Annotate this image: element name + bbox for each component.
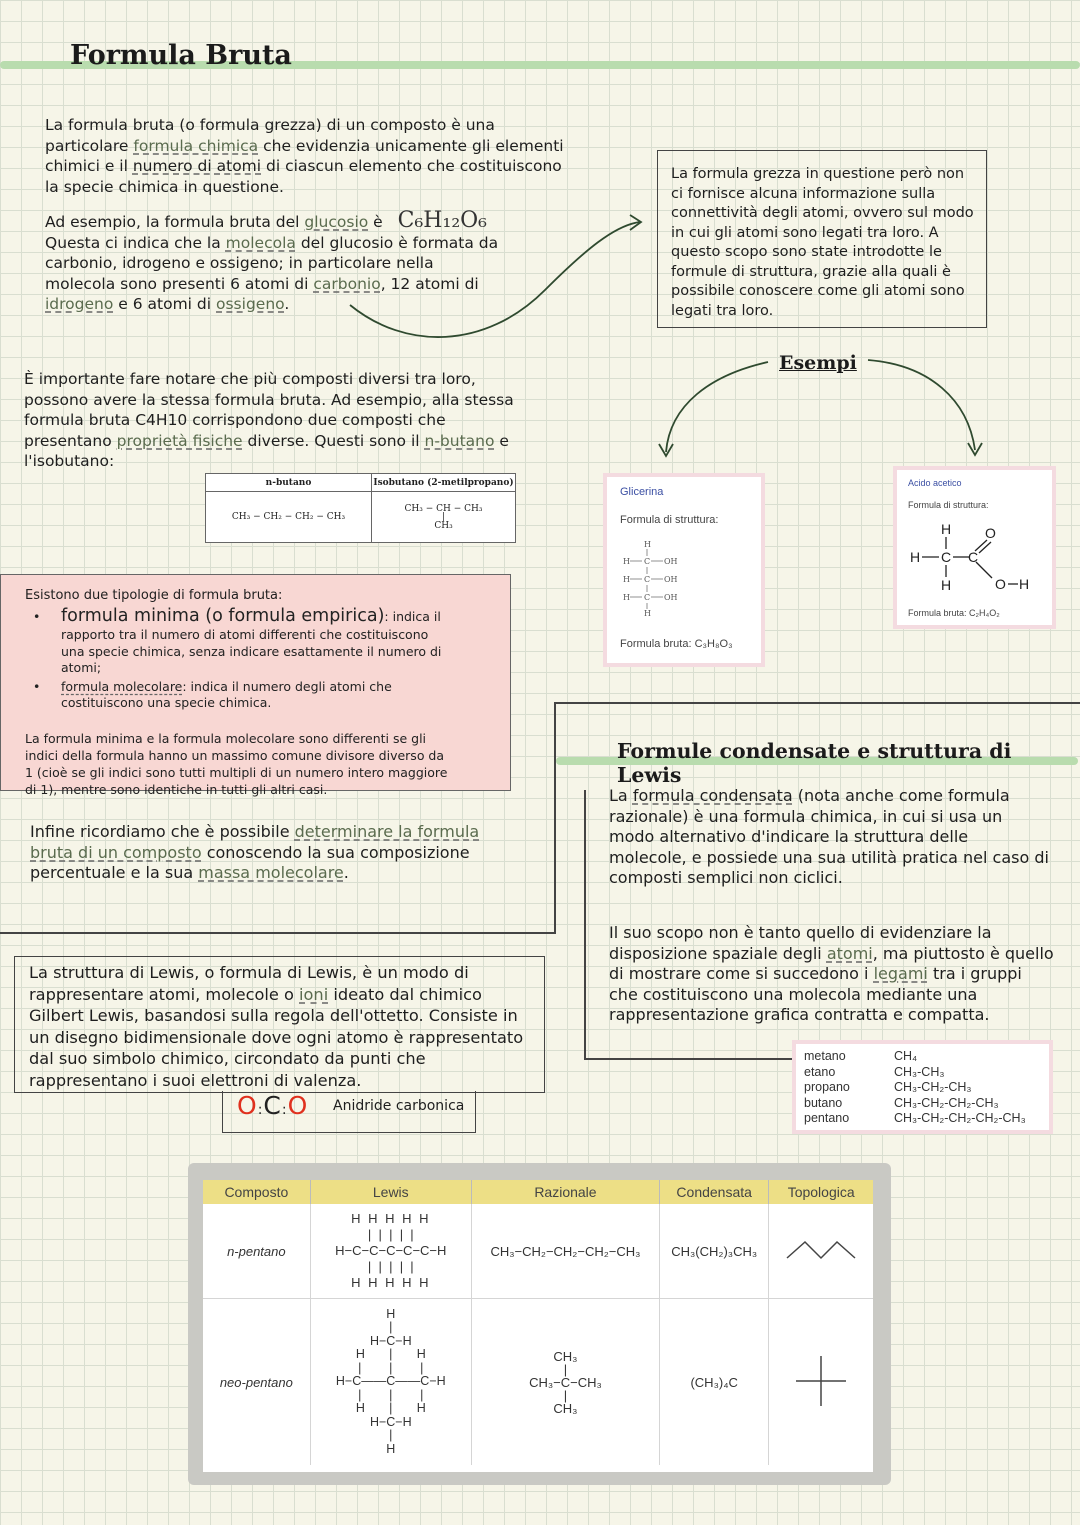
link-idrogeno[interactable]: idrogeno bbox=[45, 295, 114, 313]
glicerina-card bbox=[603, 473, 765, 667]
alkane-name: butano bbox=[804, 1095, 843, 1110]
link-legami[interactable]: legami bbox=[873, 964, 928, 983]
condensata-neo-pentano: (CH₃)₄C bbox=[660, 1299, 769, 1466]
col-header-razionale: Razionale bbox=[471, 1180, 659, 1204]
lewis-text: La struttura di Lewis, o formula di Lewis, è un modo di rappresentare atomi, molecole o ioni ideato dal chimico Gilbert Lewis, basandosi sulla regola dell'ottetto. Consiste in un disegno bidimensionale dove ogni atomo è rappresentato dal suo simbolo chimico, circondato da punti che rappresentano i suoi elettroni di valenza. bbox=[29, 963, 524, 1090]
link-formula-condensata[interactable]: formula condensata bbox=[632, 786, 793, 805]
link-molecola[interactable]: molecola bbox=[225, 233, 296, 252]
svg-text:C: C bbox=[941, 549, 952, 565]
svg-text:H: H bbox=[1019, 576, 1030, 592]
co2-box bbox=[222, 1091, 476, 1133]
zigzag-skeleton-icon bbox=[785, 1238, 857, 1262]
oxygen-atom: O bbox=[237, 1091, 258, 1120]
alkanes-card bbox=[792, 1040, 1053, 1134]
svg-text:H: H bbox=[623, 557, 630, 566]
link-formula-chimica[interactable]: formula chimica bbox=[133, 136, 259, 155]
table-header-isobutano: Isobutano (2-metilpropano) bbox=[372, 474, 516, 492]
co2-label: Anidride carbonica bbox=[333, 1098, 465, 1114]
link-determinare-formula[interactable]: determinare la formula bruta di un composto bbox=[30, 822, 480, 862]
link-ioni[interactable]: ioni bbox=[299, 984, 329, 1004]
svg-text:H: H bbox=[941, 577, 952, 593]
col-header-condensata: Condensata bbox=[660, 1180, 769, 1204]
svg-text:H: H bbox=[644, 609, 651, 617]
svg-text:OH: OH bbox=[664, 557, 678, 566]
infine-paragraph: Infine ricordiamo che è possibile determinare la formula bruta di un composto conoscendo la sua composizione percentuale e la sua massa molecolare. bbox=[30, 822, 480, 882]
table-row bbox=[203, 1299, 873, 1466]
alkane-formula: CH₃-CH₂-CH₃ bbox=[894, 1080, 972, 1094]
comparison-table-frame bbox=[188, 1163, 891, 1485]
frame-line-top bbox=[554, 702, 1080, 704]
condensata-n-pentano: CH₃(CH₂)₃CH₃ bbox=[660, 1204, 769, 1299]
topologica-n-pentano bbox=[769, 1204, 873, 1299]
link-numero-atomi[interactable]: numero di atomi bbox=[132, 157, 262, 175]
glicerina-structure-icon bbox=[619, 537, 699, 617]
cross-skeleton-icon bbox=[794, 1354, 848, 1408]
condensate-p1: La formula condensata (nota anche come formula razionale) è una formula chimica, in cui si usa un modo alternativo d'indicare la struttura delle molecole, e possiede una sua utilità pratica nel caso di composti semplici non ciclici. bbox=[609, 786, 1049, 887]
acetico-struct-label: Formula di struttura: bbox=[908, 500, 989, 510]
alkane-formula: CH₃-CH₂-CH₂-CH₃ bbox=[894, 1095, 999, 1110]
table-header-n-butano: n-butano bbox=[206, 474, 372, 492]
alkane-name: etano bbox=[804, 1064, 836, 1079]
tipologie-intro: Esistono due tipologie di formula bruta: bbox=[25, 588, 283, 603]
col-header-lewis: Lewis bbox=[310, 1180, 471, 1204]
page-title: Formula Bruta bbox=[70, 40, 292, 71]
butane-isomers-table bbox=[205, 473, 516, 543]
lewis-n-pentano: H H H H H | | | | | H−C−C−C−C−C−H | | | | | H H H H H bbox=[310, 1204, 471, 1299]
tipologie-list bbox=[29, 606, 449, 712]
grezza-note-text: La formula grezza in questione però non ci fornisce alcuna informazione sulla connettività degli atomi, ovvero sul modo in cui gli atomi sono legati tra loro. A questo scopo sono state introdotte le formule di struttura, grazie alla quali è possibile conoscere come gli atomi sono legati tra loro. bbox=[671, 166, 974, 319]
alkane-formula: CH₃-CH₂-CH₂-CH₂-CH₃ bbox=[894, 1111, 1026, 1125]
link-atomi[interactable]: atomi bbox=[826, 943, 873, 963]
isobutano-formula: CH₃ − CH − CH₃ | CH₃ bbox=[372, 492, 516, 543]
glicerina-name: Glicerina bbox=[620, 486, 664, 498]
acetico-structure-icon bbox=[905, 518, 1045, 600]
compound-name: neo-pentano bbox=[203, 1299, 310, 1466]
acido-acetico-card bbox=[893, 466, 1056, 629]
compound-name: n-pentano bbox=[203, 1204, 310, 1299]
frame-line-bottom bbox=[0, 932, 556, 934]
condensate-p2: Il suo scopo non è tanto quello di evidenziare la disposizione spaziale degli atomi, ma piuttosto è quello di mostrare come si succedono i legami tra i gruppi che costituiscono una molecola mediante una rappresentazione grafica contratta e compatta. bbox=[609, 923, 1054, 1024]
glicerina-struct-label: Formula di struttura: bbox=[620, 514, 719, 526]
alkane-formula: CH₃-CH₃ bbox=[894, 1064, 945, 1079]
svg-text:C: C bbox=[644, 593, 651, 602]
svg-text:H: H bbox=[644, 540, 651, 549]
comparison-table-inner bbox=[203, 1180, 873, 1472]
link-massa-molecolare[interactable]: massa molecolare bbox=[198, 863, 344, 882]
svg-text:H: H bbox=[941, 521, 952, 537]
carbon-atom: C bbox=[263, 1091, 282, 1120]
list-item-formula-molecolare: • formula molecolare: indica il numero degli atomi che costituiscono una specie chimica. bbox=[33, 678, 392, 710]
grezza-note-box bbox=[657, 150, 987, 328]
esempi-label: Esempi bbox=[779, 352, 857, 374]
glucose-example: Ad esempio, la formula bruta del glucosio è C₆H₁₂O₆ Questa ci indica che la molecola del glucosio è formata da carbonio, idrogeno e ossigeno; in particolare nella molecola sono presenti 6 atomi di carbonio, 12 atomi di idrogeno e 6 atomi di ossigeno. bbox=[45, 208, 499, 313]
esempi-arrows bbox=[650, 350, 990, 465]
link-proprieta-fisiche[interactable]: proprietà fisiche bbox=[116, 431, 243, 450]
link-glucosio[interactable]: glucosio bbox=[304, 213, 369, 231]
topologica-neo-pentano bbox=[769, 1299, 873, 1466]
svg-text:H: H bbox=[623, 575, 630, 584]
tipologie-box bbox=[0, 574, 511, 797]
co2-lewis-structure: O:C:O bbox=[237, 1091, 309, 1120]
table-row bbox=[203, 1204, 873, 1299]
link-ossigeno[interactable]: ossigeno bbox=[216, 295, 285, 313]
alkane-name: pentano bbox=[804, 1111, 850, 1125]
lewis-box bbox=[14, 956, 545, 1093]
lewis-neo-pentano: H | H−C−H H | H | | | H−C——C——C−H | | | H | H H−C−H | H bbox=[310, 1299, 471, 1466]
svg-text:H: H bbox=[910, 549, 921, 565]
list-item-formula-minima: • formula minima (o formula empirica): indica il rapporto tra il numero di atomi differenti che costituiscono una specie chimica, senza indicare esattamente il numero di atomi; bbox=[33, 606, 442, 675]
n-butano-formula: CH₃ − CH₂ − CH₂ − CH₃ bbox=[206, 492, 372, 543]
acetico-name: Acido acetico bbox=[908, 478, 962, 488]
svg-text:C: C bbox=[968, 549, 979, 565]
svg-text:H: H bbox=[623, 593, 630, 602]
svg-text:OH: OH bbox=[664, 575, 678, 584]
svg-text:O: O bbox=[985, 525, 996, 541]
alkane-name: metano bbox=[804, 1049, 846, 1063]
col-header-composto: Composto bbox=[203, 1180, 310, 1204]
svg-text:OH: OH bbox=[664, 593, 678, 602]
isobutano-chain: CH₃ − CH − CH₃ bbox=[404, 503, 483, 514]
svg-text:O: O bbox=[995, 576, 1006, 592]
link-n-butano[interactable]: n-butano bbox=[424, 431, 495, 450]
alkanes-names bbox=[804, 1049, 850, 1127]
alkane-formula: CH₄ bbox=[894, 1049, 918, 1063]
isobutano-branch: CH₃ bbox=[434, 520, 453, 531]
alkane-name: propano bbox=[804, 1080, 850, 1094]
col-header-topologica: Topologica bbox=[769, 1180, 873, 1204]
alkanes-formulas bbox=[894, 1049, 1026, 1127]
connector-arrow bbox=[345, 210, 655, 345]
svg-text:C: C bbox=[644, 575, 651, 584]
intro-paragraph: La formula bruta (o formula grezza) di un composto è una particolare formula chimica che evidenzia unicamente gli elementi chimici e il numero di atomi di ciascun elemento che costituiscono la specie chimica in questione. bbox=[45, 116, 564, 196]
glucose-formula: C₆H₁₂O₆ bbox=[397, 208, 487, 233]
razionale-n-pentano: CH₃−CH₂−CH₂−CH₂−CH₃ bbox=[471, 1204, 659, 1299]
razionale-neo-pentano: CH₃ | CH₃−C−CH₃ | CH₃ bbox=[471, 1299, 659, 1466]
condensate-frame-bottom bbox=[584, 1058, 804, 1060]
condensate-frame-left bbox=[584, 790, 586, 1060]
glicerina-bruta: Formula bruta: C₃H₈O₃ bbox=[620, 638, 733, 650]
frame-line-left bbox=[554, 702, 556, 934]
isomers-paragraph: È importante fare notare che più composti diversi tra loro, possono avere la stessa formula bruta. Ad esempio, alla stessa formula bruta C4H10 corrispondono due composti che presentano proprietà fisiche diverse. Questi sono il n-butano e l'isobutano: bbox=[24, 370, 514, 470]
oxygen-atom: O bbox=[287, 1091, 309, 1120]
svg-text:C: C bbox=[644, 557, 651, 566]
link-carbonio[interactable]: carbonio bbox=[313, 274, 381, 293]
comparison-table bbox=[203, 1180, 873, 1465]
condensate-title: Formule condensate e struttura di Lewis bbox=[617, 739, 1012, 787]
tipologie-note: La formula minima e la formula molecolare sono differenti se gli indici della formula hanno un massimo comune divisore diverso da 1 (cioè se gli indici sono tutti multipli di un numero intero maggiore di 1), mentre sono identiche in tutti gli altri casi. bbox=[25, 731, 448, 797]
acetico-bruta: Formula bruta: C₂H₄O₂ bbox=[908, 608, 1000, 618]
